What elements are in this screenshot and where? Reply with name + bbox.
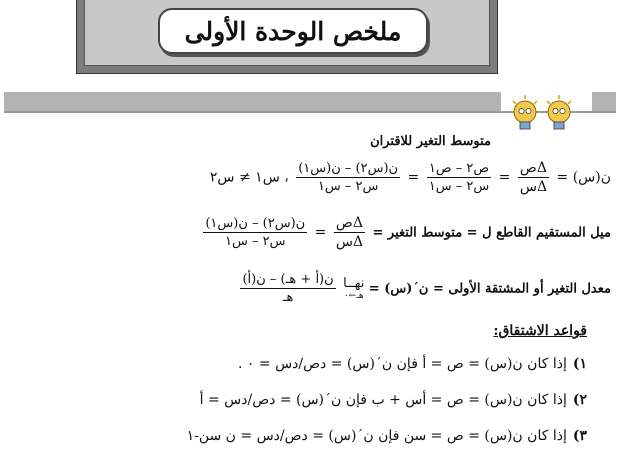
rule-item: ٣)إذا كان ن(س) = ص = سن فإن ن´(س) = دص/دس = ن سن-١ — [186, 428, 587, 444]
page-title: ملخص الوحدة الأولى — [184, 16, 402, 46]
avg-rate-frac-y: $\frac{\text{ص٢ – ص١}}{\text{س٢ – س١}}$ — [428, 161, 490, 194]
rule-item: ١)إذا كان ن(س) = ص = أ فإن ن´(س) = دص/دس = ٠ . — [238, 356, 587, 372]
avg-rate-heading: متوسط التغير للاقتران — [370, 134, 491, 149]
secant-frac-fn: $\frac{\text{ن(س٢) – ن(س١)}}{\text{س٢ – س١}}$ — [205, 216, 306, 249]
avg-rate-frac-delta: $\frac{\text{Δص}}{\text{Δس}}$ — [519, 160, 548, 195]
derivative-formula — [237, 272, 611, 305]
avg-rate-lhs: ن(س) = — [556, 169, 611, 186]
secant-label: ميل المستقيم القاطع ل = متوسط التغير = — [372, 225, 611, 241]
avg-rate-condition: ، س١ ≠ س٢ — [209, 169, 289, 186]
secant-formula: ميل المستقيم القاطع ل = متوسط التغير = $\frac{\text{Δص}}{\text{Δس}}$ = $\frac{\text{ن(س٢) – ن(س١)}}{\text{س٢ – س١}}$ — [205, 215, 611, 250]
avg-rate-frac-fn: $\frac{\text{ن(س٢) – ن(س١)}}{\text{س٢ – س١}}$ — [298, 161, 399, 194]
derivative-label: معدل التغير أو المشتقة الأولى = ن´(س) = — [368, 281, 611, 297]
rule-item: ٢)إذا كان ن(س) = ص = أس + ب فإن ن´(س) = دص/دس = أ — [199, 392, 587, 408]
avg-rate-formula: ن(س) = $\frac{\text{Δص}}{\text{Δس}}$ = $\frac{\text{ص٢ – ص١}}{\text{س٢ – س١}}$ = $\frac{\text{ن(س٢) – ن(س١)}}{\text{س٢ – س١}}$ ، س١ ≠ س٢ — [209, 160, 611, 195]
limit-operator: نهــا هـ←٠ — [343, 276, 365, 301]
secant-frac-delta: $\frac{\text{Δص}}{\text{Δس}}$ — [335, 215, 364, 250]
derivative-frac: $\frac{\text{ن(أ + هـ) – ن(أ)}}{\text{هـ}}$ — [242, 272, 334, 305]
rules-title: قواعد الاشتقاق: — [493, 323, 587, 339]
